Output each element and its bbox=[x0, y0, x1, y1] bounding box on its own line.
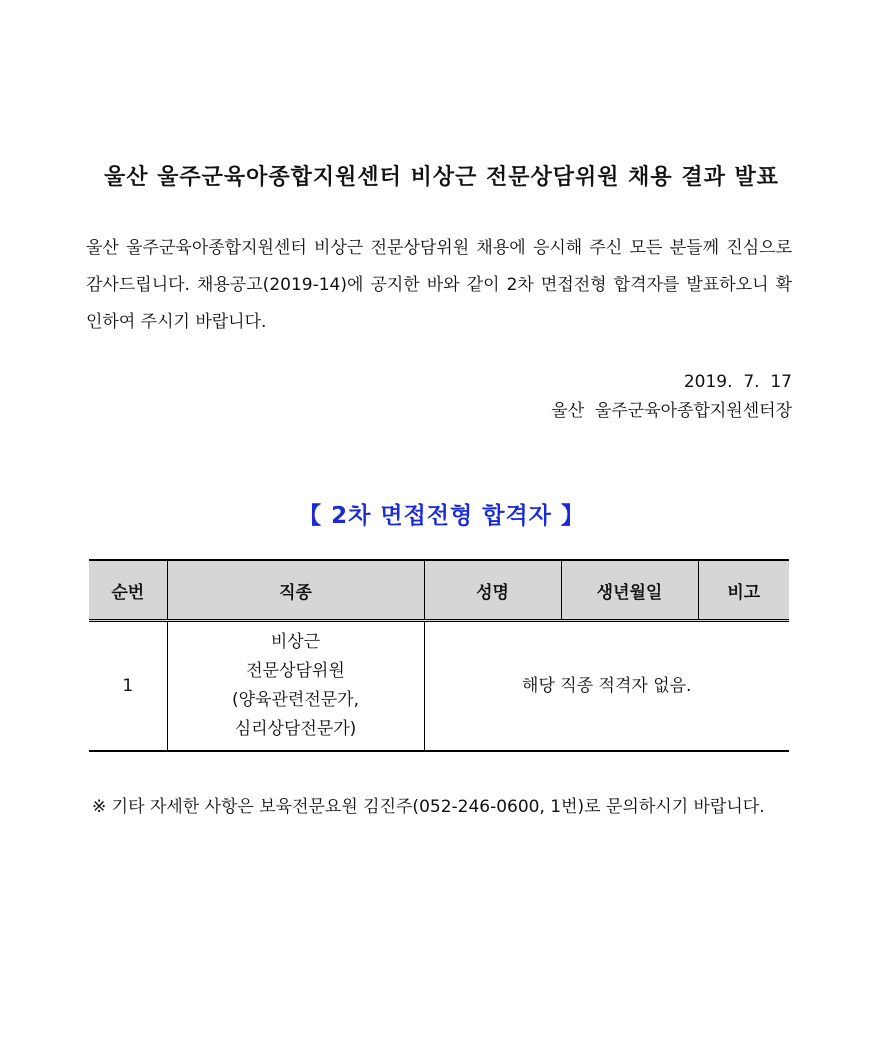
job-line: (양육관련전문가, bbox=[232, 690, 359, 710]
row-result: 해당 직종 적격자 없음. bbox=[424, 621, 789, 752]
results-table bbox=[89, 559, 789, 752]
job-line: 비상근 bbox=[270, 632, 321, 652]
contact-note: ※ 기타 자세한 사항은 보육전문요원 김진주(052-246-0600, 1번)로 문의하시기 바랍니다. bbox=[92, 797, 765, 817]
header-name: 성명 bbox=[424, 560, 561, 621]
announcement-date: 2019. 7. 17 bbox=[683, 372, 792, 392]
intro-paragraph: 울산 울주군육아종합지원센터 비상근 전문상담위원 채용에 응시해 주신 모든 분들께 진심으로 감사드립니다. 채용공고(2019-14)에 공지한 바와 같이 2차 면접전형 합격자를 발표하오니 확인하여 주시기 바랍니다. bbox=[86, 238, 792, 332]
table-row bbox=[89, 621, 789, 752]
date-issuer-block bbox=[551, 368, 792, 426]
document-title: 울산 울주군육아종합지원센터 비상근 전문상담위원 채용 결과 발표 bbox=[103, 165, 779, 190]
job-line: 심리상담전문가) bbox=[234, 719, 357, 739]
header-job-type: 직종 bbox=[167, 560, 424, 621]
header-birthdate: 생년월일 bbox=[561, 560, 698, 621]
section-title: 【 2차 면접전형 합격자 】 bbox=[298, 503, 585, 529]
header-remarks: 비고 bbox=[698, 560, 789, 621]
header-number: 순번 bbox=[89, 560, 167, 621]
job-line: 전문상담위원 bbox=[246, 661, 345, 681]
row-number: 1 bbox=[89, 621, 167, 752]
issuer-name: 울산 울주군육아종합지원센터장 bbox=[551, 401, 792, 421]
table-header-row bbox=[89, 560, 789, 621]
row-job-type bbox=[167, 621, 424, 752]
